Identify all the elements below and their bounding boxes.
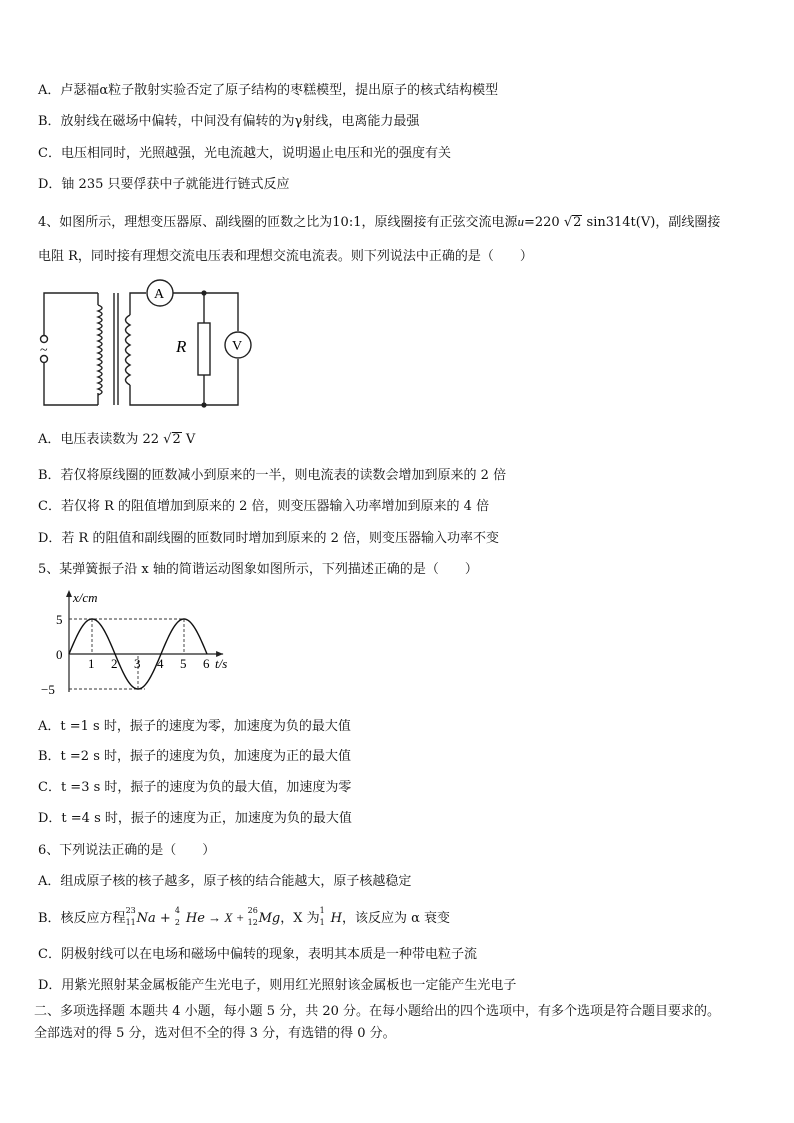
h-symbol: H <box>330 911 342 926</box>
q4-option-a-unit: V <box>181 432 196 447</box>
plus-sign: + <box>155 911 175 926</box>
y-tick-label-0: 0 <box>56 647 63 662</box>
y-axis-arrow <box>66 590 72 597</box>
section2-line1: 二、多项选择题 本题共 4 小题，每小题 5 分，共 20 分。在每小题给出的四个选项中，有多个选项是符合题目要求的。 <box>34 1004 721 1019</box>
ammeter-label: A <box>154 287 165 302</box>
q6-option-a: A．组成原子核的核子越多，原子核的结合能越大，原子核越稳定 <box>38 874 412 889</box>
h-atomic-number: 1 <box>319 918 325 927</box>
q6-option-b-mid: ，X 为 <box>280 911 320 926</box>
q4-u-symbol: u <box>517 214 524 229</box>
he-atomic-number: 2 <box>174 918 180 927</box>
isotope-h <box>319 906 342 928</box>
na-mass-number: 23 <box>125 906 136 915</box>
q3-option-a: A．卢瑟福α粒子散射实验否定了原子结构的枣糕模型，提出原子的核式结构模型 <box>38 83 499 98</box>
q3-option-b: B．放射线在磁场中偏转，中间没有偏转的为γ射线，电离能力最强 <box>38 114 420 129</box>
q3-option-d: D．铀 235 只要俘获中子就能进行链式反应 <box>38 177 290 192</box>
q5-option-d: D．t =4 s 时，振子的速度为正，加速度为负的最大值 <box>38 811 352 826</box>
q5-option-b: B．t =2 s 时，振子的速度为负，加速度为正的最大值 <box>38 749 352 764</box>
q3-option-c: C．电压相同时，光照越强，光电流越大，说明遏止电压和光的强度有关 <box>38 146 451 161</box>
he-mass-number: 4 <box>174 906 180 915</box>
q5-shm-chart <box>36 586 256 698</box>
x-tick-label-6: 6 <box>203 656 210 671</box>
x-tick-label-4: 4 <box>157 656 164 671</box>
isotope-mg <box>247 906 281 928</box>
mg-mass-number: 26 <box>247 906 258 915</box>
na-atomic-number: 11 <box>125 918 136 927</box>
q4-option-b: B．若仅将原线圈的匝数减小到原来的一半，则电流表的读数会增加到原来的 2 倍 <box>38 468 507 483</box>
q5-stem: 5、某弹簧振子沿 x 轴的简谐运动图象如图所示，下列描述正确的是（ ） <box>38 562 478 577</box>
source-symbol: ~ <box>40 343 48 358</box>
q6-option-d: D．用紫光照射某金属板能产生光电子，则用红光照射该金属板也一定能产生光电子 <box>38 978 517 993</box>
q4-circuit-figure <box>34 279 264 414</box>
q4-eq: =220 <box>523 215 560 230</box>
q5-option-c: C．t =3 s 时，振子的速度为负的最大值，加速度为零 <box>38 780 352 795</box>
mg-symbol: Mg <box>258 911 281 926</box>
q6-option-c: C．阴极射线可以在电场和磁场中偏转的现象，表明其本质是一种带电粒子流 <box>38 947 477 962</box>
voltmeter-label: V <box>232 339 243 354</box>
section2-line2: 全部选对的得 5 分，选对但不全的得 3 分，有选错的得 0 分。 <box>34 1026 396 1041</box>
isotope-na <box>125 906 156 928</box>
resistor-label: R <box>176 337 187 356</box>
q4-stem-text: 4、如图所示，理想变压器原、副线圈的匝数之比为10:1，原线圈接有正弦交流电源 <box>38 215 518 230</box>
y-tick-label-5: 5 <box>56 612 63 627</box>
h-mass-number: 1 <box>319 906 325 915</box>
q4-stem-line1 <box>38 213 720 232</box>
q4-option-c: C．若仅将 R 的阻值增加到原来的 2 倍，则变压器输入功率增加到原来的 4 倍 <box>38 499 490 514</box>
x-tick-label-2: 2 <box>111 656 118 671</box>
q5-option-a: A．t =1 s 时，振子的速度为零，加速度为负的最大值 <box>38 719 351 734</box>
reaction-arrow: → X + <box>204 910 248 925</box>
q6-option-b-text: B．核反应方程 <box>38 911 126 926</box>
q4-option-a-radicand: 2 <box>172 432 181 447</box>
q6-stem: 6、下列说法正确的是（ ） <box>38 843 216 858</box>
he-symbol: He <box>185 911 205 926</box>
q4-sqrt: √2 <box>563 215 582 230</box>
q4-option-a-text: A．电压表读数为 22 <box>38 432 160 447</box>
q4-option-d: D．若 R 的阻值和副线圈的匝数同时增加到原来的 2 倍，则变压器输入功率不变 <box>38 531 500 546</box>
q4-sin: sin314t(V)，副线圈接 <box>586 215 721 230</box>
q6-option-b-post: ，该反应为 α 衰变 <box>342 911 451 926</box>
q4-sqrt-radicand: 2 <box>573 215 582 230</box>
y-axis-label: x/cm <box>73 590 98 605</box>
x-tick-label-5: 5 <box>180 656 187 671</box>
q4-option-a <box>38 431 195 449</box>
na-symbol: Na <box>136 911 156 926</box>
x-axis-label: t/s <box>215 656 228 671</box>
x-tick-label-3: 3 <box>134 656 141 671</box>
q6-option-b <box>38 906 451 928</box>
mg-atomic-number: 12 <box>247 918 258 927</box>
isotope-he <box>174 906 205 928</box>
y-tick-label-neg5: −5 <box>41 682 55 697</box>
q4-option-a-sqrt: √2 <box>163 432 181 447</box>
x-tick-label-1: 1 <box>88 656 95 671</box>
q4-stem-line2: 电阻 R，同时接有理想交流电压表和理想交流电流表。则下列说法中正确的是（ ） <box>38 249 533 264</box>
